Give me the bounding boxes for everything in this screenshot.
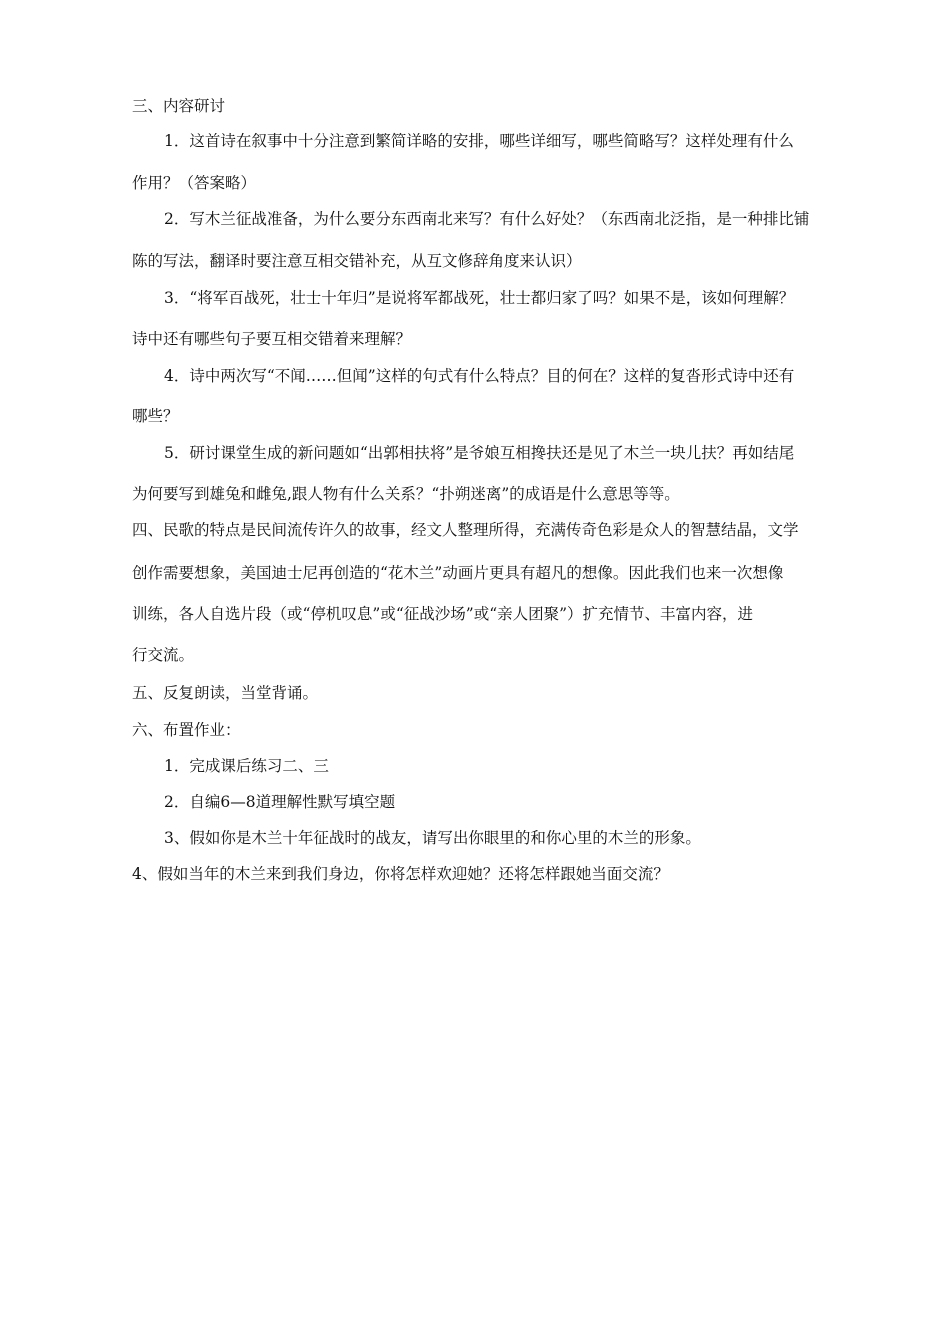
section-3-heading: 三、内容研讨 bbox=[132, 97, 226, 115]
section-6-heading: 六、布置作业： bbox=[132, 721, 241, 739]
section-4-line-2: 创作需要想象，美国迪士尼再创造的“花木兰”动画片更具有超凡的想像。因此我们也来一次想像 bbox=[132, 564, 784, 582]
question-4-line-1: 4．诗中两次写“不闻……但闻”这样的句式有什么特点？目的何在？这样的复沓形式诗中还有 bbox=[164, 367, 795, 385]
section-4-line-3: 训练，各人自选片段（或“停机叹息”或“征战沙场”或“亲人团聚”）扩充情节、丰富内容，进 bbox=[132, 605, 754, 623]
question-5-line-1: 5．研讨课堂生成的新问题如“出郭相扶将”是爷娘互相搀扶还是见了木兰一块儿扶？再如结尾 bbox=[164, 444, 795, 462]
question-3-line-1: 3．“将军百战死，壮士十年归”是说将军都战死，壮士都归家了吗？如果不是，该如何理解？ bbox=[164, 289, 795, 307]
question-2-line-1: 2．写木兰征战准备，为什么要分东西南北来写？有什么好处？（东西南北泛指，是一种排比铺 bbox=[164, 210, 810, 228]
question-4-line-2: 哪些？ bbox=[132, 407, 179, 425]
question-1-line-1: 1．这首诗在叙事中十分注意到繁简详略的安排，哪些详细写，哪些简略写？这样处理有什么 bbox=[164, 132, 794, 150]
question-5-line-2: 为何要写到雄兔和雌兔,跟人物有什么关系？“扑朔迷离”的成语是什么意思等等。 bbox=[132, 485, 680, 503]
question-3-line-2: 诗中还有哪些句子要互相交错着来理解？ bbox=[132, 330, 412, 348]
homework-item-1: 1．完成课后练习二、三 bbox=[164, 757, 329, 775]
homework-item-4: 4、假如当年的木兰来到我们身边，你将怎样欢迎她？还将怎样跟她当面交流？ bbox=[132, 865, 669, 883]
question-1-line-2: 作用？（答案略） bbox=[132, 174, 257, 192]
section-4-line-1: 四、民歌的特点是民间流传许久的故事，经文人整理所得，充满传奇色彩是众人的智慧结晶，文学 bbox=[132, 521, 799, 539]
homework-item-3: 3、假如你是木兰十年征战时的战友，请写出你眼里的和你心里的木兰的形象。 bbox=[164, 829, 701, 847]
question-2-line-2: 陈的写法，翻译时要注意互相交错补充，从互文修辞角度来认识） bbox=[132, 252, 582, 270]
section-5-heading: 五、反复朗读，当堂背诵。 bbox=[132, 684, 319, 702]
homework-item-2: 2．自编6—8道理解性默写填空题 bbox=[164, 793, 396, 811]
section-4-line-4: 行交流。 bbox=[132, 646, 195, 664]
